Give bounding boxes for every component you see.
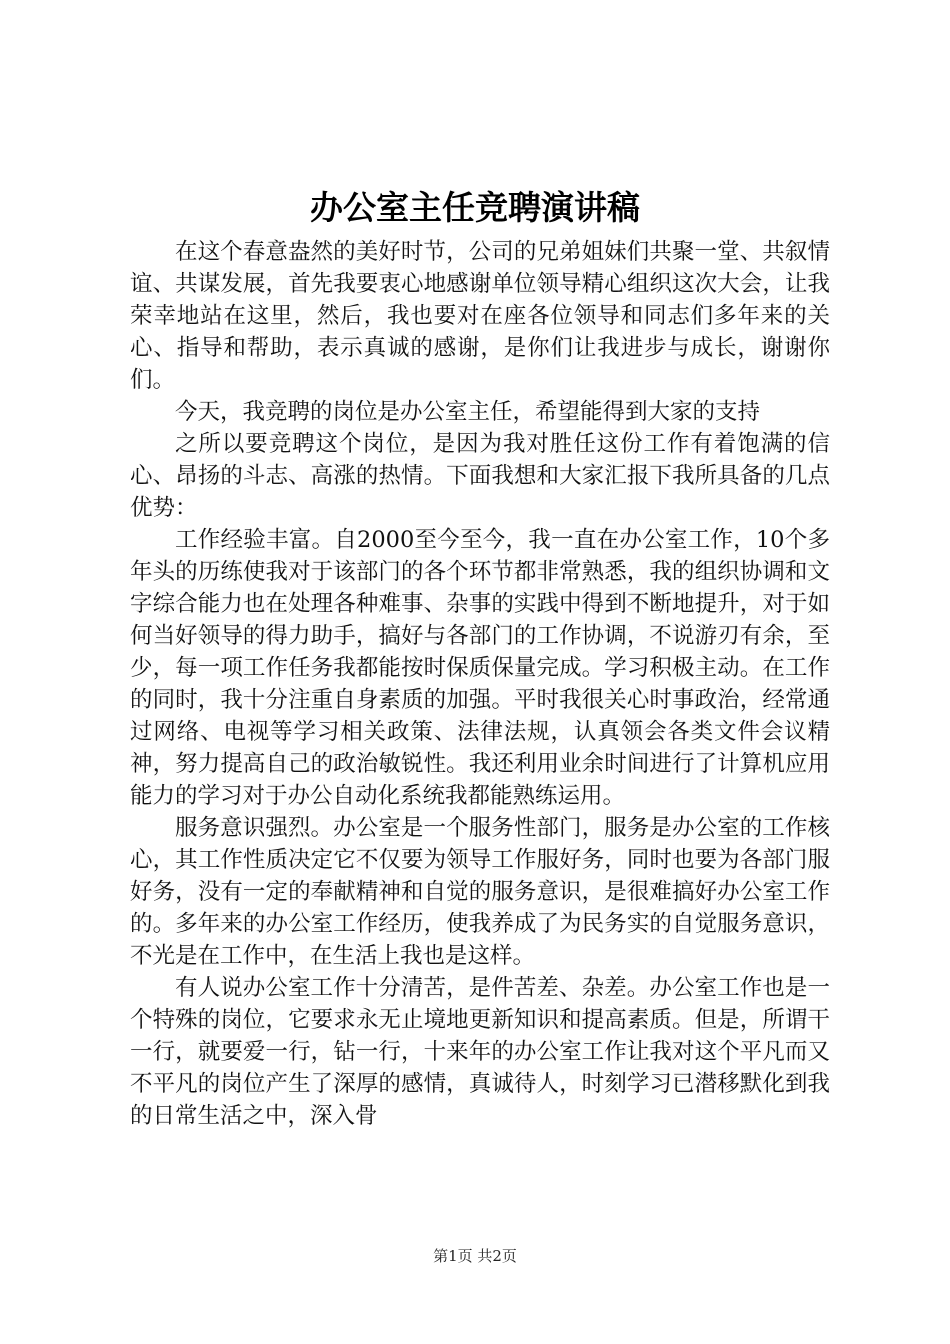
page-number-footer: 第1页 共2页 [433,1247,517,1265]
document-title: 办公室主任竞聘演讲稿 [310,188,640,227]
paragraph-6: 有人说办公室工作十分清苦，是件苦差、杂差。办公室工作也是一个特殊的岗位，它要求永无止境地更新知识和提高素质。但是，所谓干一行，就要爱一行，钻一行，十来年的办公室工作让我对这个平凡而又不平凡的岗位产生了深厚的感情，真诚待人，时刻学习已潜移默化到我的日常生活之中，深入骨 [130,975,830,1129]
paragraph-1: 在这个春意盎然的美好时节，公司的兄弟姐妹们共聚一堂、共叙情谊、共谋发展，首先我要衷心地感谢单位领导精心组织这次大会，让我荣幸地站在这里，然后，我也要对在座各位领导和同志们多年来的关心、指导和帮助，表示真诚的感谢，是你们让我进步与成长，谢谢你们。 [130,239,830,393]
paragraph-2: 今天，我竞聘的岗位是办公室主任，希望能得到大家的支持 [175,399,761,425]
document-body [130,236,830,1132]
paragraph-3: 之所以要竞聘这个岗位，是因为我对胜任这份工作有着饱满的信心、昂扬的斗志、高涨的热情。下面我想和大家汇报下我所具备的几点优势： [130,431,830,521]
paragraph-4: 工作经验丰富。自2000至今至今，我一直在办公室工作，10个多年头的历练使我对于该部门的各个环节都非常熟悉，我的组织协调和文字综合能力也在处理各种难事、杂事的实践中得到不断地提升，对于如何当好领导的得力助手，搞好与各部门的工作协调，不说游刃有余，至少，每一项工作任务我都能按时保质保量完成。学习积极主动。在工作的同时，我十分注重自身素质的加强。平时我很关心时事政治，经常通过网络、电视等学习相关政策、法律法规，认真领会各类文件会议精神，努力提高自己的政治敏锐性。我还利用业余时间进行了计算机应用能力的学习对于办公自动化系统我都能熟练运用。 [130,527,830,809]
paragraph-5: 服务意识强烈。办公室是一个服务性部门，服务是办公室的工作核心，其工作性质决定它不仅要为领导工作服好务，同时也要为各部门服好务，没有一定的奉献精神和自觉的服务意识，是很难搞好办公室工作的。多年来的办公室工作经历，使我养成了为民务实的自觉服务意识，不光是在工作中，在生活上我也是这样。 [130,815,830,969]
